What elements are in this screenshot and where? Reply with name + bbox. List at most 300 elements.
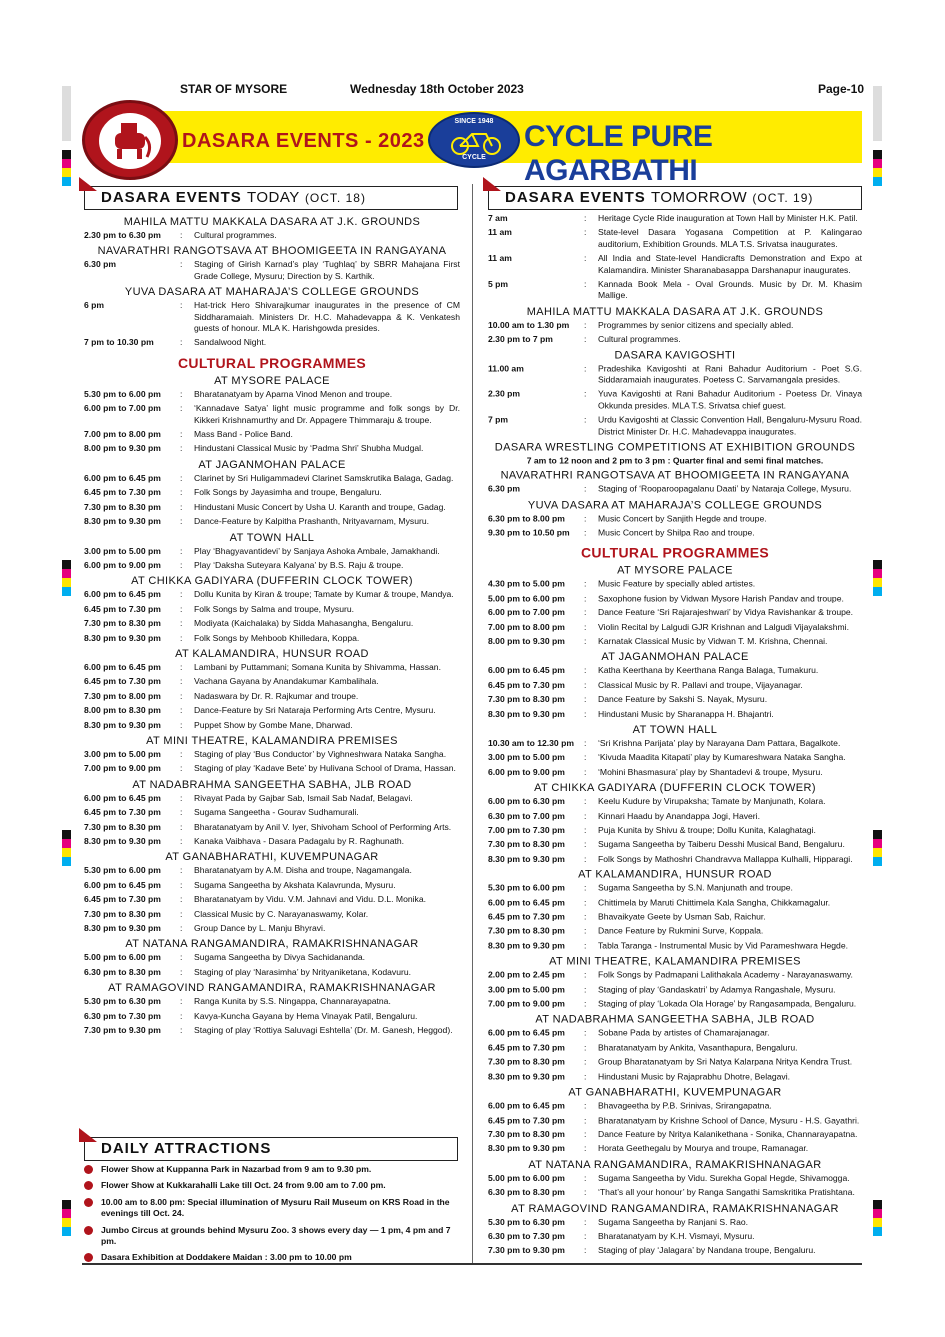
separator: : [180, 1025, 183, 1036]
event-description: Bharatanatyam by K.H. Vismayi, Mysuru. [598, 1230, 755, 1241]
venue-section [488, 1203, 862, 1257]
schedule-row [84, 865, 460, 876]
schedule-row [84, 1025, 460, 1036]
event-time: 7.30 pm to 9.30 pm [84, 1025, 161, 1036]
event-description: Staging of play ‘Bus Conductor’ by Vighneshwara Nataka Sangha. [194, 748, 447, 759]
separator: : [584, 363, 587, 374]
separator: : [584, 319, 587, 330]
flag-icon [79, 1128, 97, 1142]
event-description: Programmes by senior citizens and specially abled. [598, 319, 794, 330]
elephant-icon [107, 121, 153, 161]
schedule-row [84, 337, 460, 348]
event-description: Bharatanatyam by Ankita, Vasanthapura, Bengaluru. [598, 1042, 798, 1053]
event-time: 7.00 pm to 9.00 pm [84, 763, 161, 774]
schedule-row [84, 676, 460, 687]
schedule-row [84, 691, 460, 702]
event-time: 6.00 pm to 9.00 pm [488, 766, 565, 777]
palace-emblem [82, 100, 178, 180]
event-description: Nadaswara by Dr. R. Rajkumar and troupe. [194, 690, 359, 701]
registration-mark [873, 560, 882, 596]
schedule-row [84, 502, 460, 513]
event-time: 6.30 pm [84, 259, 117, 270]
separator: : [584, 694, 587, 705]
schedule-row [488, 680, 862, 691]
separator: : [584, 766, 587, 777]
schedule-row [84, 705, 460, 716]
event-time: 6.00 pm to 6.45 pm [488, 897, 565, 908]
separator: : [180, 966, 183, 977]
schedule-row [84, 473, 460, 484]
separator: : [180, 429, 183, 440]
issue-date: Wednesday 18th October 2023 [350, 82, 524, 96]
separator: : [584, 810, 587, 821]
separator: : [180, 763, 183, 774]
tomorrow-head-b: TOMORROW [650, 189, 748, 206]
event-description: Sugama Sangeetha by Vidu. Surekha Gopal Hegde, Shivamogga. [598, 1172, 850, 1183]
event-time: 7 am [488, 213, 508, 223]
venue-section [488, 306, 862, 346]
schedule-row [84, 546, 460, 557]
separator: : [584, 911, 587, 922]
venue-section [488, 1086, 862, 1154]
event-description: Staging of play ‘Kadave Bete’ by Hulivana School of Drama, Hassan. [194, 763, 456, 774]
schedule-row [488, 825, 862, 836]
event-description: ‘Kivuda Maadita Kitapati’ play by Kumareshwara Nataka Sangha. [598, 752, 846, 763]
separator: : [180, 300, 183, 311]
venue-section [84, 938, 460, 978]
event-time: 7.30 pm to 8.00 pm [84, 690, 161, 701]
event-description: Horata Geethegalu by Mourya and troupe, Ramanagar. [598, 1143, 809, 1154]
event-time: 6.45 pm to 7.30 pm [488, 679, 565, 690]
event-description: Rivayat Pada by Gajbar Sab, Ismail Sab Nadaf, Belagavi. [194, 792, 413, 803]
today-head-b: TODAY [246, 189, 300, 206]
event-description: Hat-trick Hero Shivarajkumar inaugurates in the presence of CM Siddharamaiah. Ministers Dr. H.C. Mahadevappa & K. Venkatesh guests of honour. MLA K. Harishgowda presides. [194, 300, 460, 334]
event-time: 3.00 pm to 5.00 pm [488, 752, 565, 763]
event-time: 8.00 pm to 9.30 pm [84, 443, 161, 454]
event-description: Urdu Kavigoshti at Classic Convention Hall, Bengaluru-Mysuru Road. District Minister Dr. H.C. Mahadevappa inaugurates. [598, 414, 862, 437]
page-header [180, 82, 864, 96]
event-time: 7.30 pm to 8.30 pm [488, 926, 565, 937]
schedule-row [488, 897, 862, 908]
event-time: 7.00 pm to 8.00 pm [84, 429, 161, 440]
separator: : [584, 839, 587, 850]
event-time: 8.30 pm to 9.30 pm [84, 632, 161, 643]
event-time: 6.00 pm to 9.00 pm [84, 559, 161, 570]
event-time: 5.30 pm to 6.00 pm [84, 388, 161, 399]
separator: : [584, 1245, 587, 1256]
event-time: 6.00 pm to 6.45 pm [84, 661, 161, 672]
separator: : [180, 516, 183, 527]
schedule-row [84, 300, 460, 334]
separator: : [180, 1010, 183, 1021]
schedule-row [84, 880, 460, 891]
event-description: Folk Songs by Salma and troupe, Mysuru. [194, 603, 355, 614]
venue-section [84, 648, 460, 731]
event-time: 5.00 pm to 6.00 pm [488, 1172, 565, 1183]
event-time: 6.45 pm to 7.30 pm [488, 911, 565, 922]
attractions-title: DAILY ATTRACTIONS [101, 1140, 272, 1157]
event-time: 2.30 pm to 6.30 pm [84, 230, 161, 240]
separator: : [584, 253, 587, 264]
schedule-row [84, 560, 460, 571]
schedule-row [84, 230, 460, 241]
event-description: Modiyata (Kaichalaka) by Sidda Mahasangha, Bengaluru. [194, 618, 414, 629]
venue-heading: AT MINI THEATRE, KALAMANDIRA PREMISES [549, 955, 801, 968]
event-description: Classical Music by C. Narayanaswamy, Kolar. [194, 908, 369, 919]
venue-heading: DASARA KAVIGOSHTI [614, 349, 736, 362]
event-description: Clarinet by Sri Huligammadevi Clarinet Samskrutika Balaga, Gadag. [194, 472, 454, 483]
venue-heading: AT GANABHARATHI, KUVEMPUNAGAR [165, 851, 379, 864]
event-time: 6.45 pm to 7.30 pm [84, 894, 161, 905]
event-description: Hindustani Music by Rajaprabhu Dhotre, Belagavi. [598, 1071, 791, 1082]
banner-title: DASARA EVENTS - 2023 [182, 130, 425, 152]
schedule-row [488, 1028, 862, 1039]
separator: : [180, 807, 183, 818]
schedule-row [488, 1057, 862, 1068]
event-time: 8.00 pm to 9.30 pm [488, 636, 565, 647]
registration-mark [62, 830, 71, 866]
event-time: 7.00 pm to 7.30 pm [488, 824, 565, 835]
banner [82, 100, 862, 187]
event-time: 8.30 pm to 9.30 pm [84, 719, 161, 730]
separator: : [180, 879, 183, 890]
event-description: Puja Kunita by Shivu & troupe; Dollu Kunita, Kalaghatagi. [598, 824, 816, 835]
event-time: 6.00 pm to 6.45 pm [84, 879, 161, 890]
schedule-row [488, 415, 862, 438]
registration-mark [873, 150, 882, 186]
venue-section [488, 499, 862, 539]
venue-section [488, 724, 862, 778]
schedule-row [488, 334, 862, 345]
venue-section [84, 375, 460, 455]
venue-section [84, 779, 460, 848]
schedule-row [84, 443, 460, 454]
logo-since: SINCE 1948 [454, 118, 494, 125]
event-description: Kinnari Haadu by Anandappa Jogi, Haveri. [598, 810, 760, 821]
venue-section [84, 245, 460, 282]
event-time: 10.00 am to 1.30 pm [488, 319, 570, 330]
event-description: Folk Songs by Mehboob Khilledara, Koppa. [194, 632, 360, 643]
event-description: Staging of play ‘Gandaskatri’ by Adamya Rangashale, Mysuru. [598, 984, 836, 995]
venue-section [488, 782, 862, 865]
event-description: Bharatanatyam by Krishne School of Dance, Mysuru - H.S. Gayathri. [598, 1114, 860, 1125]
event-time: 5.30 pm to 6.30 pm [488, 1216, 565, 1227]
venue-heading: AT MYSORE PALACE [214, 374, 330, 387]
schedule-row [84, 749, 460, 760]
event-time: 6.45 pm to 7.30 pm [84, 487, 161, 498]
today-header [84, 186, 458, 210]
event-description: Play ‘Bhagyavantidevi’ by Sanjaya Ashoka Ambale, Jamakhandi. [194, 545, 440, 556]
attraction-text: Jumbo Circus at grounds behind Mysuru Zoo. 3 shows every day — 1 pm, 4 pm and 7 pm. [101, 1224, 451, 1247]
separator: : [180, 748, 183, 759]
attractions-header [84, 1137, 458, 1161]
separator: : [584, 1042, 587, 1053]
event-description: Sobane Pada by artistes of Chamarajanagar. [598, 1027, 770, 1038]
separator: : [584, 334, 587, 344]
separator: : [180, 501, 183, 512]
schedule-row [488, 1071, 862, 1082]
attraction-item [84, 1180, 462, 1191]
schedule-row [488, 593, 862, 604]
event-time: 6.00 pm to 6.30 pm [488, 796, 565, 807]
event-description: All India and State-level Handicrafts Demonstration and Expo at Kalamandira. Minister Sharanabasappa Darshanapur inaugurates. [598, 253, 862, 275]
brand-name: CYCLE PURE AGARBATHI [524, 120, 713, 187]
separator: : [584, 483, 587, 494]
schedule-row [84, 604, 460, 615]
schedule-row [488, 810, 862, 821]
schedule-row [488, 665, 862, 676]
event-time: 2.00 pm to 2.45 pm [488, 969, 565, 980]
separator: : [180, 865, 183, 876]
event-description: ‘Sri Krishna Parijata’ play by Narayana Dam Pattara, Bagalkote. [598, 737, 841, 748]
venue-heading: AT JAGANMOHAN PALACE [601, 651, 749, 664]
registration-mark [62, 150, 71, 186]
event-description: Chittimela by Maruti Chittimela Kala Sangha, Chikkamagalur. [598, 897, 831, 908]
event-time: 7.30 pm to 8.30 pm [84, 908, 161, 919]
attractions-list [84, 1164, 462, 1269]
bullet-icon [84, 1165, 93, 1174]
event-time: 6.00 pm to 7.00 pm [84, 403, 161, 414]
today-column [84, 212, 460, 1039]
separator: : [180, 388, 183, 399]
column-divider [472, 184, 473, 1264]
event-description: Bharatanatyam by Anil V. Iyer, Shivoham School of Performing Arts. [194, 821, 452, 832]
event-time: 11.00 am [488, 363, 524, 374]
attraction-item [84, 1164, 462, 1175]
event-description: Classical Music by R. Pallavi and troupe, Vijayanagar. [598, 679, 803, 690]
schedule-row [84, 516, 460, 527]
separator: : [584, 752, 587, 763]
event-time: 2.30 pm [488, 389, 521, 400]
attraction-item [84, 1225, 462, 1248]
event-description: Bharatanatyam by Vidu. V.M. Jahnavi and Vidu. D.L. Monika. [194, 894, 427, 905]
separator: : [180, 259, 183, 270]
schedule-row [488, 579, 862, 590]
event-time: 5.30 pm to 6.00 pm [488, 882, 565, 893]
event-time: 8.30 pm to 9.30 pm [84, 923, 161, 934]
venue-heading: AT NATANA RANGAMANDIRA, RAMAKRISHNANAGAR [125, 938, 419, 951]
event-time: 9.30 pm to 10.50 pm [488, 527, 570, 538]
venue-heading: MAHILA MATTU MAKKALA DASARA AT J.K. GROUNDS [526, 305, 824, 318]
bicycle-icon [448, 128, 504, 156]
event-description: State-level Dasara Yogasana Competition at P. Kalingarao auditorium, Exhibition Grounds. MLA T.S. Srivatsa inaugurates. [598, 227, 862, 249]
event-time: 7.30 pm to 8.30 pm [84, 618, 161, 629]
schedule-row [488, 622, 862, 633]
bullet-icon [84, 1181, 93, 1190]
venue-heading: AT RAMAGOVIND RANGAMANDIRA, RAMAKRISHNANAGAR [511, 1202, 839, 1215]
separator: : [584, 592, 587, 603]
schedule-row [84, 952, 460, 963]
today-cultural-heading: CULTURAL PROGRAMMES [178, 354, 366, 371]
event-description: Folk Songs by Padmapani Lalithakala Academy - Narayanaswamy. [598, 969, 853, 980]
schedule-row [488, 1217, 862, 1228]
today-head-c: (OCT. 18) [304, 191, 366, 205]
event-time: 6.30 pm to 7.30 pm [84, 1010, 161, 1021]
venue-heading: AT KALAMANDIRA, HUNSUR ROAD [578, 868, 772, 881]
event-description: Hindustani Music Concert by Usha U. Karanth and troupe, Gadag. [194, 501, 446, 512]
separator: : [180, 403, 183, 414]
event-time: 7 pm [488, 414, 509, 425]
event-time: 8.30 pm to 9.30 pm [84, 836, 161, 846]
tomorrow-column [488, 213, 862, 1260]
event-description: Sandalwood Night. [194, 337, 267, 348]
event-time: 7.30 pm to 8.30 pm [488, 694, 565, 705]
schedule-row [84, 720, 460, 731]
separator: : [584, 1114, 587, 1125]
page-number: Page-10 [817, 82, 864, 96]
schedule-row [84, 259, 460, 282]
schedule-row [84, 967, 460, 978]
cycle-logo [428, 112, 520, 168]
venue-heading: YUVA DASARA AT MAHARAJA’S COLLEGE GROUNDS [124, 286, 420, 299]
schedule-row [84, 836, 460, 847]
separator: : [180, 661, 183, 672]
registration-mark [62, 560, 71, 596]
event-time: 7.30 pm to 8.30 pm [488, 1056, 565, 1067]
event-description: Staging of Girish Karnad’s play ‘Tughlaq’ by SBRR Mahajana First Grade College, Mysuru; Direction by S. Karthik. [194, 259, 460, 281]
event-description: Kanaka Vaibhava - Dasara Padagalu by R. Raghunath. [194, 836, 405, 846]
event-time: 6.00 pm to 6.45 pm [84, 472, 161, 483]
event-description: Bharatanatyam by A.M. Disha and troupe, Nagamangala. [194, 865, 412, 876]
schedule-row [488, 527, 862, 538]
event-description: Staging of play ‘Rottiya Saluvagi Eshtella’ (Dr. M. Ganesh, Heggod). [194, 1025, 453, 1036]
venue-section [84, 286, 460, 349]
venue-heading: NAVARATHRI RANGOTSAVA AT BHOOMIGEETA IN RANGAYANA [500, 469, 850, 482]
schedule-row [84, 429, 460, 440]
event-time: 8.30 pm to 9.30 pm [84, 516, 161, 527]
separator: : [584, 227, 587, 238]
event-time: 6.30 pm to 8.00 pm [488, 512, 565, 523]
event-description: ‘Kannadave Satya’ light music programme and folk songs by Dr. Kikkeri Krishnamurthy and Dr. Appagere Thimmaraju & troupe. [194, 403, 460, 425]
schedule-row [488, 513, 862, 524]
schedule-row [84, 807, 460, 818]
venue-section [488, 956, 862, 1010]
event-time: 7.00 pm to 8.00 pm [488, 621, 565, 632]
separator: : [180, 836, 183, 846]
bottom-rule [82, 1263, 862, 1265]
event-description: Bharatanatyam by Aparna Vinod Menon and troupe. [194, 388, 393, 399]
venue-section [488, 470, 862, 495]
registration-mark [873, 830, 882, 866]
event-description: Sugama Sangeetha by Taiberu Desshi Musical Band, Bengaluru. [598, 839, 845, 850]
separator: : [584, 940, 587, 951]
separator: : [584, 1216, 587, 1227]
venue-section [488, 652, 862, 720]
event-description: Hindustani Classical Music by ‘Padma Shri’ Shubha Mudgal. [194, 443, 424, 454]
event-time: 6.45 pm to 7.30 pm [84, 676, 161, 687]
event-description: Cultural programmes. [598, 334, 681, 344]
schedule-row [488, 1042, 862, 1053]
separator: : [584, 278, 587, 289]
venue-section [84, 735, 460, 775]
event-description: Music Feature by specially abled artistes. [598, 578, 756, 589]
tomorrow-header [488, 186, 862, 210]
event-description: Sugama Sangeetha - Gourav Sudhamurali. [194, 807, 359, 818]
event-description: Dance Feature by Sakshi S. Nayak, Mysuru. [598, 694, 768, 705]
venue-heading: AT RAMAGOVIND RANGAMANDIRA, RAMAKRISHNANAGAR [108, 982, 436, 995]
schedule-row [84, 923, 460, 934]
attraction-text: Flower Show at Kuppanna Park in Nazarbad from 9 am to 9.30 pm. [101, 1164, 372, 1174]
schedule-row [488, 738, 862, 749]
bullet-icon [84, 1198, 93, 1207]
schedule-row [84, 822, 460, 833]
separator: : [584, 1143, 587, 1154]
event-time: 7.30 pm to 8.30 pm [84, 501, 161, 512]
schedule-row [488, 1187, 862, 1198]
separator: : [180, 443, 183, 454]
schedule-row [488, 279, 862, 302]
schedule-row [488, 709, 862, 720]
separator: : [584, 1129, 587, 1140]
venue-section [84, 851, 460, 934]
event-description: Keelu Kudure by Virupaksha; Tamate by Manjunath, Kolara. [598, 796, 826, 807]
wrestling-note: 7 am to 12 noon and 2 pm to 3 pm : Quarter final and semi final matches. [526, 455, 824, 466]
event-description: Katha Keerthana by Keerthana Ranga Balaga, Tumakuru. [598, 665, 819, 676]
event-time: 5.00 pm to 6.00 pm [488, 592, 565, 603]
separator: : [584, 621, 587, 632]
schedule-row [488, 363, 862, 386]
separator: : [584, 679, 587, 690]
event-time: 6.00 pm to 6.45 pm [488, 665, 565, 676]
event-time: 5 pm [488, 278, 509, 289]
event-time: 6.45 pm to 7.30 pm [84, 807, 161, 818]
registration-mark [62, 1200, 71, 1236]
schedule-row [488, 607, 862, 618]
schedule-row [84, 763, 460, 774]
schedule-row [488, 926, 862, 937]
schedule-row [488, 694, 862, 705]
venue-section [84, 459, 460, 528]
event-time: 6.45 pm to 7.30 pm [488, 1042, 565, 1053]
venue-section [488, 1159, 862, 1199]
venue-section [488, 1014, 862, 1082]
event-description: Kannada Book Mela - Oval Grounds. Music by Dr. M. Khasim Mallige. [598, 278, 862, 301]
schedule-row [488, 1245, 862, 1256]
separator: : [584, 708, 587, 719]
registration-mark [873, 1200, 882, 1236]
event-description: Saxophone fusion by Vidwan Mysore Harish Pandav and troupe. [598, 592, 844, 603]
event-description: Vachana Gayana by Anandakumar Kambalihala. [194, 676, 379, 687]
event-time: 6.45 pm to 7.30 pm [488, 1114, 565, 1125]
event-description: Group Dance by L. Manju Bhyravi. [194, 923, 326, 934]
event-description: Folk Songs by Jayasimha and troupe, Bengaluru. [194, 487, 382, 498]
schedule-row [488, 1100, 862, 1111]
venue-heading: AT KALAMANDIRA, HUNSUR ROAD [175, 647, 369, 660]
event-time: 6.00 pm to 6.45 pm [84, 792, 161, 803]
logo-cycle: CYCLE [462, 154, 486, 161]
separator: : [584, 969, 587, 980]
schedule-row [488, 999, 862, 1010]
event-time: 6.00 pm to 6.45 pm [84, 589, 161, 600]
event-time: 5.30 pm to 6.00 pm [84, 865, 161, 876]
separator: : [180, 952, 183, 963]
event-description: Sugama Sangeetha by Divya Sachidananda. [194, 952, 366, 963]
venue-heading: AT MYSORE PALACE [617, 564, 733, 577]
separator: : [180, 589, 183, 600]
event-description: Dollu Kunita by Kiran & troupe; Tamate by Kumar & troupe, Mandya. [194, 589, 454, 600]
event-time: 6.00 pm to 6.45 pm [488, 1027, 565, 1038]
separator: : [584, 1187, 587, 1198]
event-time: 6.30 pm to 8.30 pm [488, 1187, 565, 1198]
schedule-row [488, 227, 862, 250]
venue-heading: AT CHIKKA GADIYARA (DUFFERIN CLOCK TOWER) [131, 575, 413, 588]
event-time: 5.30 pm to 6.30 pm [84, 996, 161, 1007]
schedule-row [84, 487, 460, 498]
event-time: 8.00 pm to 8.30 pm [84, 705, 161, 716]
schedule-row [488, 1129, 862, 1140]
schedule-row [488, 253, 862, 276]
event-description: Dance Feature by Nritya Kalanikethana - Sonika, Channarayapatna. [598, 1129, 858, 1140]
